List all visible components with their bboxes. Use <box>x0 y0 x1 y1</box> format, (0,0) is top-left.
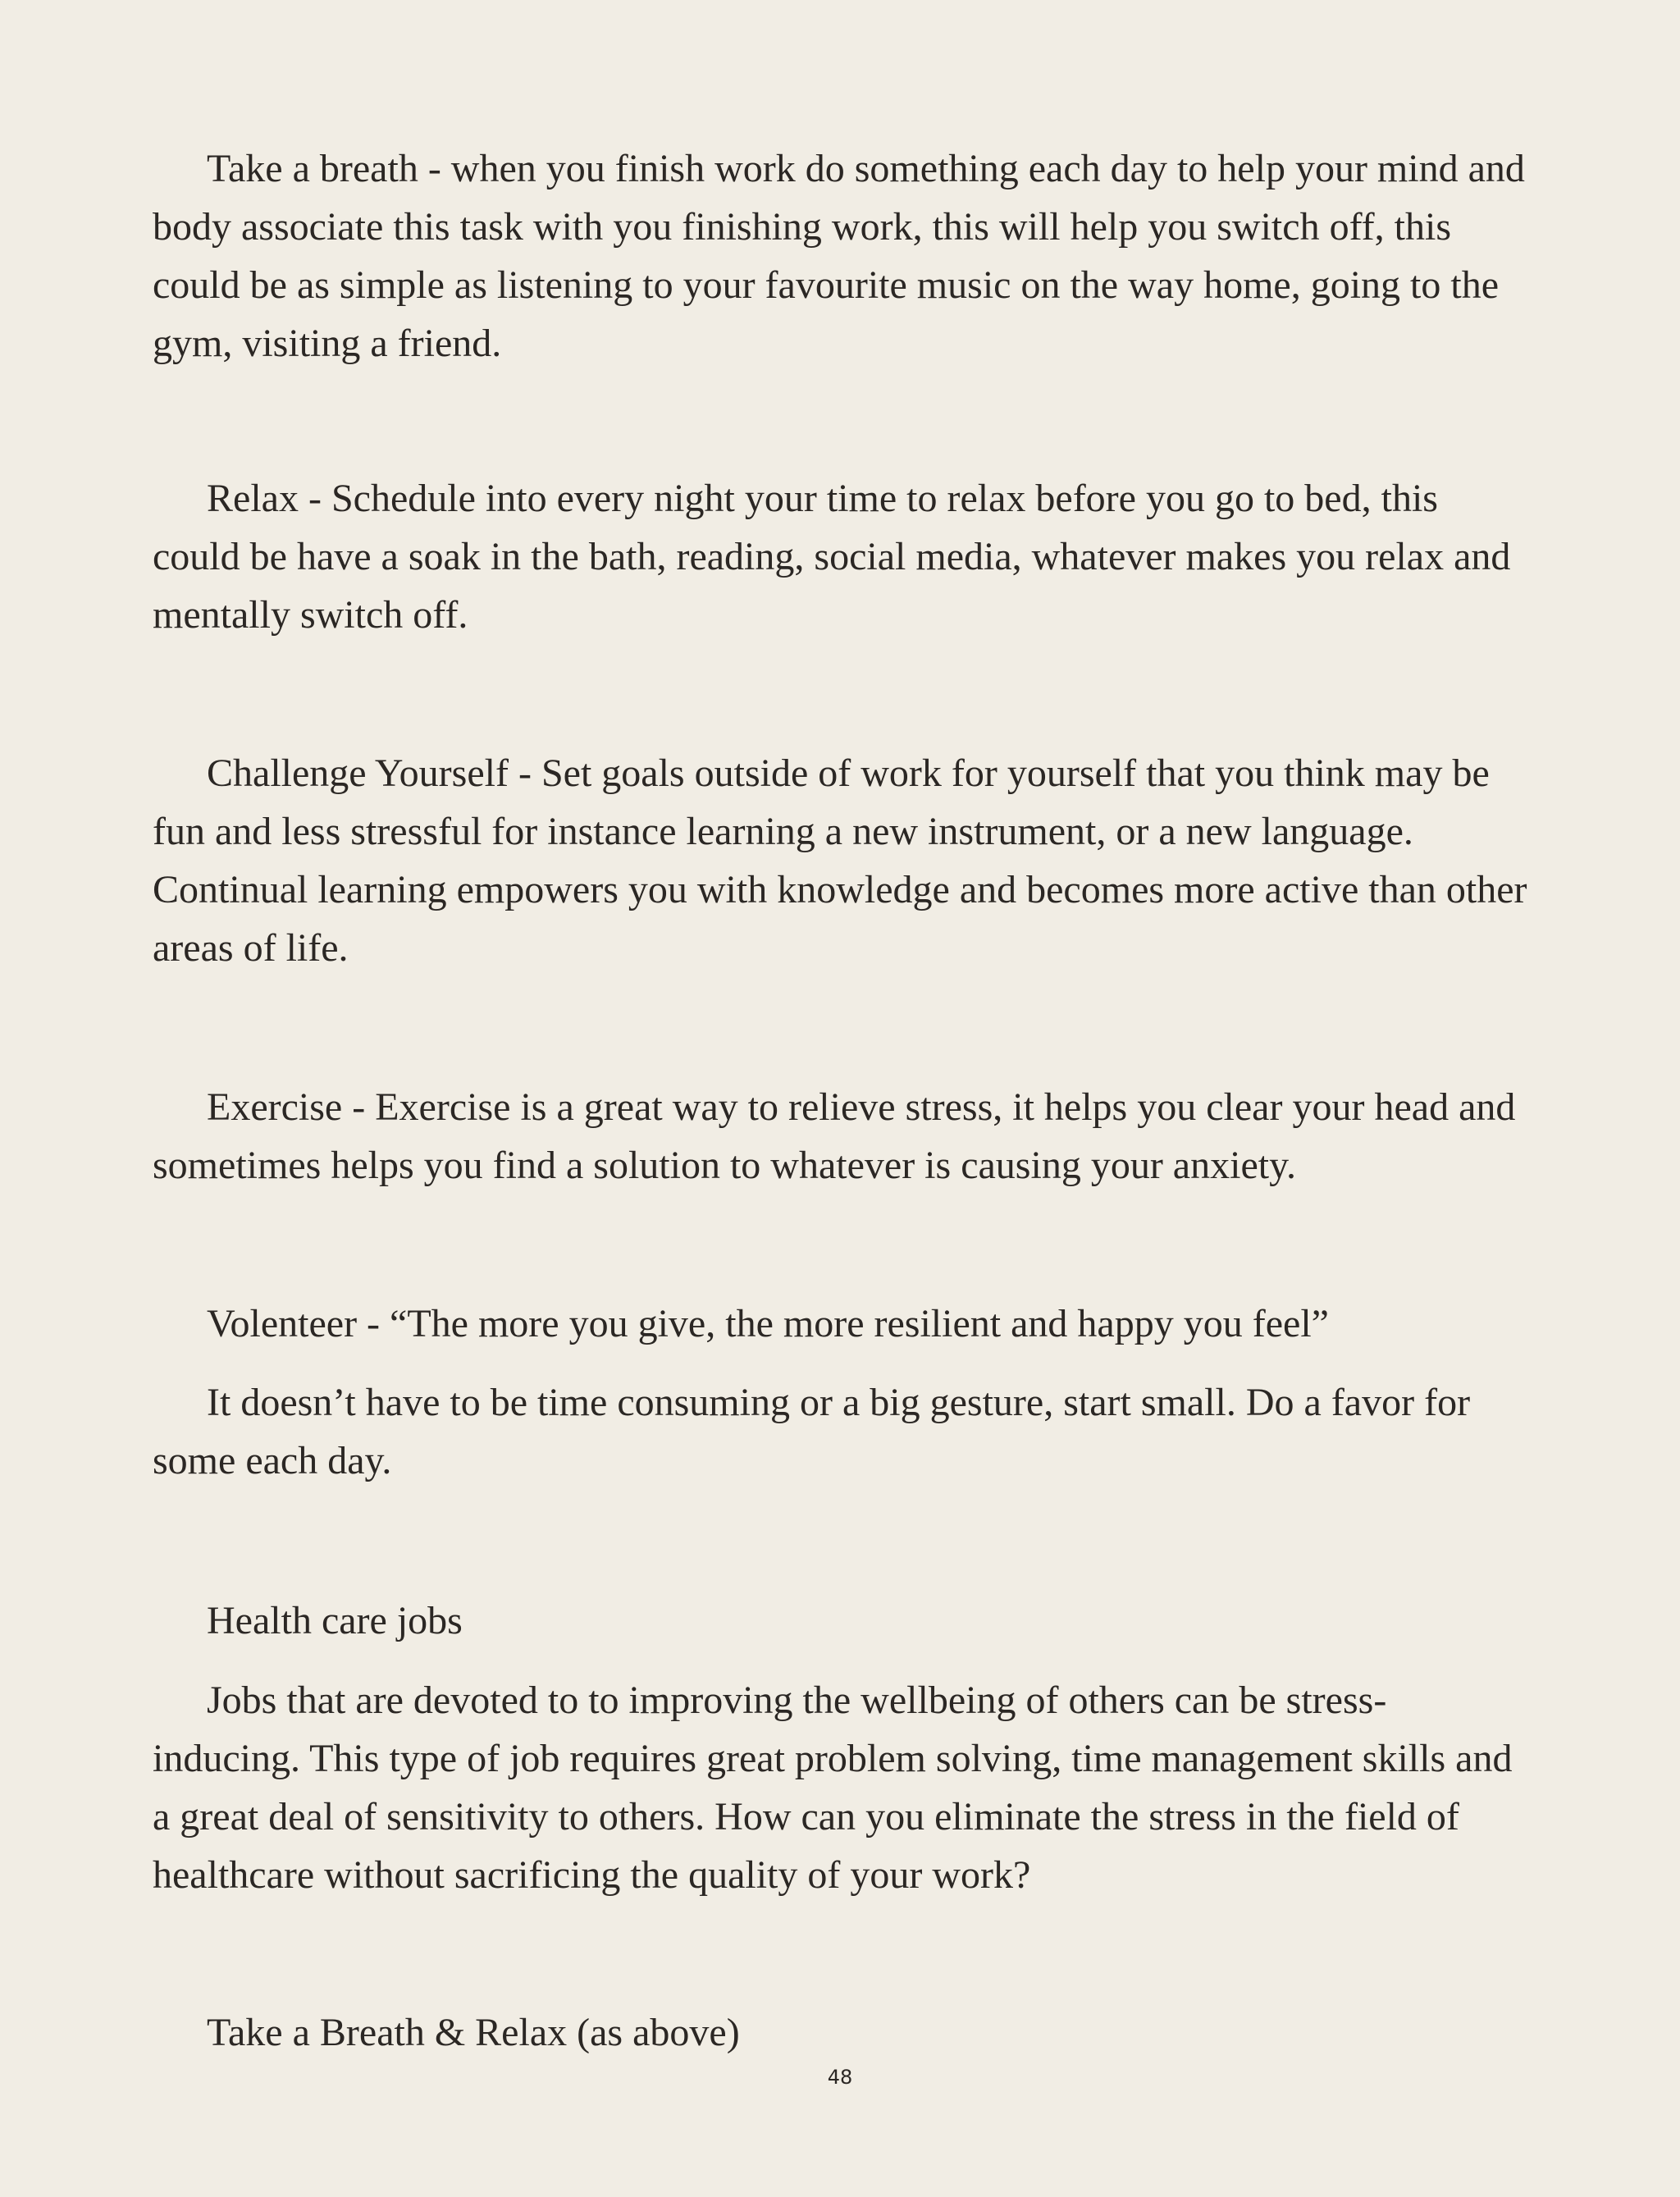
paragraph-text: Jobs that are devoted to to improving the wellbeing of others can be stress-inducing. This type of job requires great problem solving, time management skills and a great deal of sensitivity to others. How can you eliminate the stress in the field of healthcare without sacrificing the quality of your work? <box>153 1679 1513 1897</box>
page-number: 48 <box>827 2066 853 2089</box>
heading-text: Health care jobs <box>207 1599 463 1642</box>
section-heading-health-care-jobs <box>153 1592 1531 1650</box>
paragraph-text: Volenteer - “The more you give, the more resilient and happy you feel” <box>207 1302 1329 1345</box>
paragraph-text: Exercise - Exercise is a great way to relieve stress, it helps you clear your head and sometimes helps you find a solution to whatever is causing your anxiety. <box>153 1085 1516 1187</box>
paragraph-text: Take a breath - when you finish work do something each day to help your mind and body associate this task with you finishing work, this will help you switch off, this could be as simple as listening to your favourite music on the way home, going to the gym, visiting a friend. <box>153 147 1525 365</box>
paragraph-relax <box>153 469 1531 644</box>
paragraph-text: Take a Breath & Relax (as above) <box>207 2011 740 2054</box>
paragraph-take-a-breath <box>153 139 1531 372</box>
paragraph-exercise <box>153 1078 1531 1194</box>
paragraph-volunteer-body <box>153 1373 1531 1490</box>
paragraph-volunteer-heading <box>153 1295 1531 1353</box>
paragraph-text: Relax - Schedule into every night your time to relax before you go to bed, this could be have a soak in the bath, reading, social media, whatever makes you relax and mentally switch off. <box>153 477 1511 637</box>
paragraph-text: It doesn’t have to be time consuming or a big gesture, start small. Do a favor for some each day. <box>153 1381 1471 1482</box>
paragraph-text: Challenge Yourself - Set goals outside of work for yourself that you think may be fun and less stressful for instance learning a new instrument, or a new language. Continual learning empowers you with knowledge and becomes more active than other areas of life. <box>153 751 1527 970</box>
paragraph-challenge-yourself <box>153 744 1531 977</box>
paragraph-take-a-breath-relax <box>153 2003 1531 2062</box>
paragraph-health-care-body <box>153 1671 1531 1904</box>
